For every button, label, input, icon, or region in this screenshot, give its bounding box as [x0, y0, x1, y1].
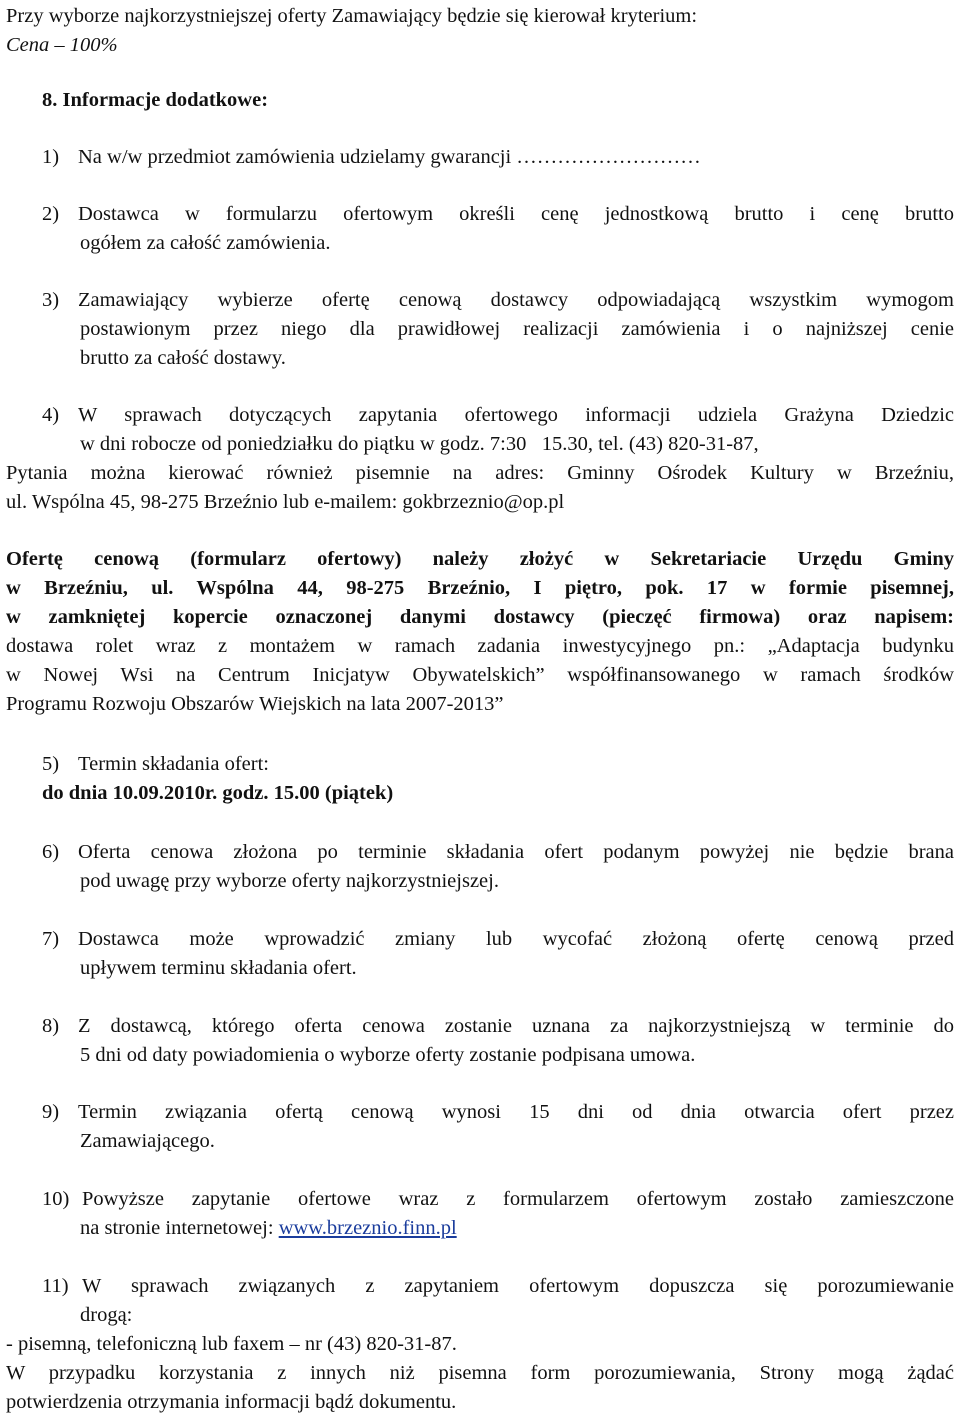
item-text-cont: W przypadku korzystania z innych niż pisemna form porozumiewania, Strony mogą żądać [6, 1362, 954, 1384]
item-number: 1) [42, 146, 60, 168]
list-item-11 [42, 1272, 954, 1301]
list-item-3 [42, 286, 954, 315]
criterion-line: Przy wyborze najkorzystniejszej oferty Zamawiający będzie się kierował kryterium: [6, 5, 698, 27]
item-text: Dostawca w formularzu ofertowym określi cenę jednostkową brutto i cenę brutto [78, 203, 954, 225]
item-text: Termin związania ofertą cenową wynosi 15 dni od dnia otwarcia ofert przez [78, 1101, 954, 1123]
item-number: 2) [42, 203, 60, 225]
item-text: Termin składania ofert: [78, 753, 269, 775]
item-number: 3) [42, 289, 60, 311]
criterion-value: Cena – 100% [6, 34, 118, 56]
item-text: Z dostawcą, którego oferta cenowa zostanie uznana za najkorzystniejszą w terminie do [78, 1015, 954, 1037]
item-text-cont: Pytania można kierować również pisemnie na adres: Gminny Ośrodek Kultury w Brzeźniu, [6, 462, 954, 484]
item-text: Na w/w przedmiot zamówienia udzielamy gwarancji ……………………… [78, 146, 701, 168]
offer-bold-line: Ofertę cenową (formularz ofertowy) należy złożyć w Sekretariacie Urzędu Gminy [6, 548, 954, 570]
list-item-1 [42, 143, 954, 172]
item-number: 5) [42, 753, 60, 775]
item-text-cont: Zamawiającego. [80, 1130, 215, 1152]
item-number: 7) [42, 928, 60, 950]
item-number: 10) [42, 1188, 70, 1210]
item-number: 9) [42, 1101, 60, 1123]
item-number: 4) [42, 404, 60, 426]
item-text: Oferta cenowa złożona po terminie składania ofert podanym powyżej nie będzie brana [78, 841, 954, 863]
list-item-10 [42, 1185, 954, 1214]
item-text-cont: pod uwagę przy wyborze oferty najkorzystniejszej. [80, 870, 499, 892]
list-item-5 [42, 750, 954, 779]
list-item-7 [42, 925, 954, 954]
offer-text-line: dostawa rolet wraz z montażem w ramach zadania inwestycyjnego pn.: „Adaptacja budynku [6, 635, 954, 657]
item-text-cont: drogą: [80, 1304, 133, 1326]
item-text: W sprawach dotyczących zapytania ofertowego informacji udziela Grażyna Dziedzic [78, 404, 954, 426]
website-link[interactable]: www.brzeznio.finn.pl [278, 1217, 457, 1239]
offer-text-line: w Nowej Wsi na Centrum Inicjatyw Obywatelskich” współfinansowanego w ramach środków [6, 664, 954, 686]
offer-bold-line: w zamkniętej kopercie oznaczonej danymi dostawcy (pieczęć firmowa) oraz napisem: [6, 606, 954, 628]
list-item-9 [42, 1098, 954, 1127]
item-text-cont: potwierdzenia otrzymania informacji bądź dokumentu. [6, 1391, 457, 1413]
item-text-cont: upływem terminu składania ofert. [80, 957, 357, 979]
item-text: Zamawiający wybierze ofertę cenową dostawcy odpowiadającą wszystkim wymogom [78, 289, 954, 311]
item-text: Powyższe zapytanie ofertowe wraz z formularzem ofertowym zostało zamieszczone [82, 1188, 954, 1210]
item-number: 6) [42, 841, 60, 863]
offer-text-line: Programu Rozwoju Obszarów Wiejskich na lata 2007-2013” [6, 693, 504, 715]
item-text-cont: brutto za całość dostawy. [80, 347, 286, 369]
item-text-cont: postawionym przez niego dla prawidłowej realizacji zamówienia i o najniższej cenie [80, 318, 954, 340]
offer-bold-line: w Brzeźniu, ul. Wspólna 44, 98-275 Brzeźnio, I piętro, pok. 17 w formie pisemnej, [6, 577, 954, 599]
item-text: Dostawca może wprowadzić zmiany lub wycofać złożoną ofertę cenową przed [78, 928, 954, 950]
item-text-cont: - pisemną, telefoniczną lub faxem – nr (43) 820-31-87. [6, 1333, 457, 1355]
list-item-2 [42, 200, 954, 229]
list-item-4 [42, 401, 954, 430]
item-text: W sprawach związanych z zapytaniem ofertowym dopuszcza się porozumiewanie [82, 1275, 954, 1297]
deadline-text: do dnia 10.09.2010r. godz. 15.00 (piątek) [42, 782, 394, 804]
section-heading: 8. Informacje dodatkowe: [42, 89, 269, 111]
item-text-cont: ogółem za całość zamówienia. [80, 232, 331, 254]
item-text-cont: ul. Wspólna 45, 98-275 Brzeźnio lub e-mailem: gokbrzeznio@op.pl [6, 491, 565, 513]
item-text-cont: w dni robocze od poniedziałku do piątku w godz. 7:30 15.30, tel. (43) 820-31-87, [80, 433, 759, 455]
item-number: 11) [42, 1275, 69, 1297]
item-number: 8) [42, 1015, 60, 1037]
list-item-6 [42, 838, 954, 867]
list-item-8 [42, 1012, 954, 1041]
item-text-cont: 5 dni od daty powiadomienia o wyborze oferty zostanie podpisana umowa. [80, 1044, 696, 1066]
item-text-cont: na stronie internetowej: www.brzeznio.finn.pl [80, 1217, 457, 1239]
